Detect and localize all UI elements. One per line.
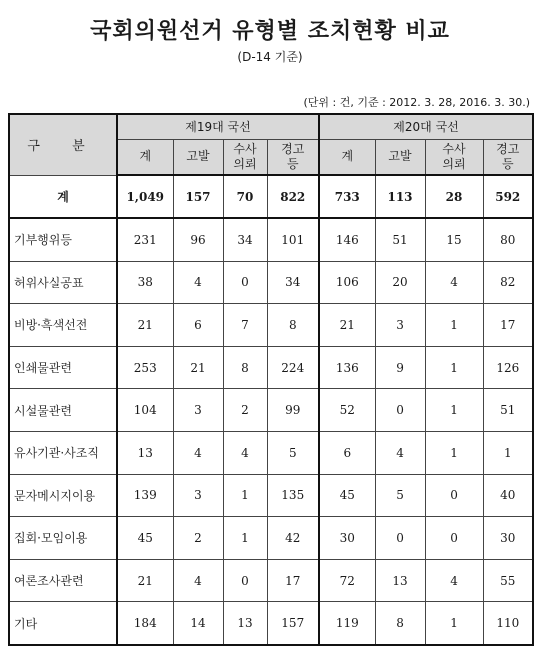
- cell-v19-3: 157: [267, 602, 319, 645]
- cell-v20-2: 1: [425, 431, 483, 474]
- cell-v19-2: 2: [223, 389, 267, 432]
- cell-v19-1: 96: [173, 218, 223, 261]
- subheader-accusation: 고발: [173, 139, 223, 175]
- cell-v20-0: 136: [319, 346, 375, 389]
- cell-v20-1: 113: [375, 175, 425, 218]
- cell-v20-1: 8: [375, 602, 425, 645]
- cell-v20-3: 592: [483, 175, 533, 218]
- cell-v19-1: 14: [173, 602, 223, 645]
- cell-v19-0: 231: [117, 218, 173, 261]
- cell-v20-3: 55: [483, 559, 533, 602]
- cell-v19-1: 2: [173, 517, 223, 560]
- cell-v20-2: 4: [425, 261, 483, 304]
- cell-v20-0: 106: [319, 261, 375, 304]
- table-row: [9, 431, 533, 474]
- cell-v20-3: 30: [483, 517, 533, 560]
- cell-v19-2: 8: [223, 346, 267, 389]
- cell-v19-3: 8: [267, 304, 319, 347]
- cell-v20-3: 51: [483, 389, 533, 432]
- corner-header: 구 분: [9, 114, 117, 175]
- subheader-investigation: 수사 의뢰: [425, 139, 483, 175]
- cell-v20-2: 4: [425, 559, 483, 602]
- cell-v19-1: 6: [173, 304, 223, 347]
- cell-v20-1: 13: [375, 559, 425, 602]
- cell-v20-2: 15: [425, 218, 483, 261]
- subheader-warning: 경고 등: [267, 139, 319, 175]
- table-row: [9, 474, 533, 517]
- unit-note: (단위 : 건, 기준 : 2012. 3. 28, 2016. 3. 30.): [303, 96, 530, 109]
- group-header-19: 제19대 국선: [117, 114, 319, 139]
- table-row: [9, 304, 533, 347]
- cell-v19-2: 4: [223, 431, 267, 474]
- cell-v19-3: 99: [267, 389, 319, 432]
- row-label: 기부행위등: [9, 218, 117, 261]
- cell-v19-2: 34: [223, 218, 267, 261]
- table-row: [9, 559, 533, 602]
- cell-v19-0: 104: [117, 389, 173, 432]
- cell-v19-2: 0: [223, 261, 267, 304]
- cell-v19-3: 822: [267, 175, 319, 218]
- cell-v19-0: 21: [117, 304, 173, 347]
- cell-v19-3: 135: [267, 474, 319, 517]
- cell-v20-3: 80: [483, 218, 533, 261]
- row-label: 계: [9, 175, 117, 218]
- cell-v19-1: 157: [173, 175, 223, 218]
- cell-v20-0: 21: [319, 304, 375, 347]
- cell-v20-0: 45: [319, 474, 375, 517]
- cell-v19-2: 70: [223, 175, 267, 218]
- cell-v20-2: 28: [425, 175, 483, 218]
- row-label: 집회·모임이용: [9, 517, 117, 560]
- row-label: 여론조사관련: [9, 559, 117, 602]
- subheader-accusation: 고발: [375, 139, 425, 175]
- page-subtitle: (D-14 기준): [237, 50, 303, 64]
- cell-v19-3: 42: [267, 517, 319, 560]
- cell-v19-2: 1: [223, 474, 267, 517]
- cell-v20-1: 5: [375, 474, 425, 517]
- table-row: [9, 389, 533, 432]
- table-row: [9, 346, 533, 389]
- cell-v20-1: 0: [375, 517, 425, 560]
- cell-v20-0: 30: [319, 517, 375, 560]
- cell-v20-0: 146: [319, 218, 375, 261]
- row-label: 유사기관·사조직: [9, 431, 117, 474]
- cell-v20-3: 17: [483, 304, 533, 347]
- subheader-investigation: 수사 의뢰: [223, 139, 267, 175]
- cell-v19-2: 13: [223, 602, 267, 645]
- cell-v19-0: 253: [117, 346, 173, 389]
- cell-v19-1: 4: [173, 431, 223, 474]
- row-label: 인쇄물관련: [9, 346, 117, 389]
- cell-v20-0: 6: [319, 431, 375, 474]
- row-label: 문자메시지이용: [9, 474, 117, 517]
- cell-v19-3: 34: [267, 261, 319, 304]
- cell-v19-0: 13: [117, 431, 173, 474]
- row-label: 비방·흑색선전: [9, 304, 117, 347]
- cell-v20-1: 51: [375, 218, 425, 261]
- cell-v19-1: 3: [173, 474, 223, 517]
- row-label: 허위사실공표: [9, 261, 117, 304]
- cell-v20-2: 1: [425, 346, 483, 389]
- cell-v19-0: 21: [117, 559, 173, 602]
- cell-v20-2: 0: [425, 517, 483, 560]
- cell-v20-0: 733: [319, 175, 375, 218]
- cell-v20-2: 1: [425, 389, 483, 432]
- cell-v19-0: 38: [117, 261, 173, 304]
- subheader-total: 계: [319, 139, 375, 175]
- cell-v19-3: 17: [267, 559, 319, 602]
- subheader-total: 계: [117, 139, 173, 175]
- cell-v19-3: 5: [267, 431, 319, 474]
- cell-v20-3: 1: [483, 431, 533, 474]
- table-row: [9, 602, 533, 645]
- table-row: [9, 261, 533, 304]
- cell-v20-3: 126: [483, 346, 533, 389]
- cell-v19-2: 7: [223, 304, 267, 347]
- row-label: 기타: [9, 602, 117, 645]
- cell-v19-0: 1,049: [117, 175, 173, 218]
- cell-v20-3: 82: [483, 261, 533, 304]
- cell-v20-1: 9: [375, 346, 425, 389]
- cell-v20-3: 110: [483, 602, 533, 645]
- table-row: [9, 218, 533, 261]
- cell-v20-1: 4: [375, 431, 425, 474]
- cell-v19-1: 4: [173, 559, 223, 602]
- cell-v19-3: 101: [267, 218, 319, 261]
- group-header-20: 제20대 국선: [319, 114, 533, 139]
- cell-v20-1: 3: [375, 304, 425, 347]
- cell-v20-2: 1: [425, 304, 483, 347]
- cell-v19-0: 184: [117, 602, 173, 645]
- cell-v19-1: 4: [173, 261, 223, 304]
- cell-v20-0: 119: [319, 602, 375, 645]
- cell-v20-2: 0: [425, 474, 483, 517]
- cell-v19-2: 0: [223, 559, 267, 602]
- page-title: 국회의원선거 유형별 조치현황 비교: [90, 19, 450, 44]
- cell-v19-1: 3: [173, 389, 223, 432]
- cell-v20-0: 52: [319, 389, 375, 432]
- cell-v19-2: 1: [223, 517, 267, 560]
- comparison-table: [8, 113, 534, 646]
- total-row: [9, 175, 533, 218]
- cell-v20-1: 0: [375, 389, 425, 432]
- cell-v20-1: 20: [375, 261, 425, 304]
- cell-v20-0: 72: [319, 559, 375, 602]
- table-row: [9, 517, 533, 560]
- cell-v19-0: 139: [117, 474, 173, 517]
- cell-v20-3: 40: [483, 474, 533, 517]
- subheader-warning: 경고 등: [483, 139, 533, 175]
- row-label: 시설물관련: [9, 389, 117, 432]
- cell-v20-2: 1: [425, 602, 483, 645]
- cell-v19-0: 45: [117, 517, 173, 560]
- cell-v19-3: 224: [267, 346, 319, 389]
- cell-v19-1: 21: [173, 346, 223, 389]
